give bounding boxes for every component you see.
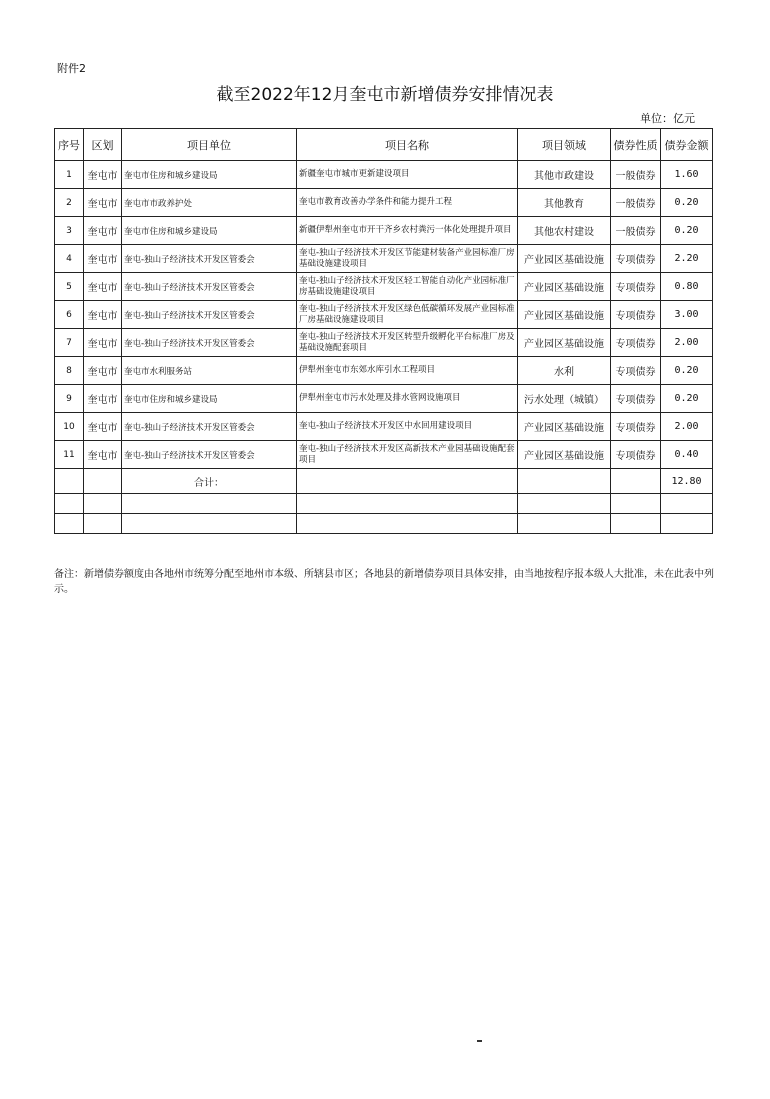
column-header: 序号 bbox=[55, 129, 84, 161]
row-amount: 2.00 bbox=[661, 413, 713, 441]
table-row bbox=[55, 245, 713, 273]
column-header: 区划 bbox=[84, 129, 122, 161]
table-header-row bbox=[55, 129, 713, 161]
row-district: 奎屯市 bbox=[84, 385, 122, 413]
row-project-name: 奎屯-独山子经济技术开发区转型升级孵化平台标准厂房及基础设施配套项目 bbox=[297, 329, 518, 357]
column-header: 项目名称 bbox=[297, 129, 518, 161]
row-district: 奎屯市 bbox=[84, 273, 122, 301]
row-project-name: 新疆奎屯市城市更新建设项目 bbox=[297, 161, 518, 189]
table-row bbox=[55, 301, 713, 329]
row-unit: 奎屯-独山子经济技术开发区管委会 bbox=[122, 301, 297, 329]
row-unit: 奎屯-独山子经济技术开发区管委会 bbox=[122, 245, 297, 273]
bond-table bbox=[54, 128, 713, 534]
column-header: 债券性质 bbox=[611, 129, 661, 161]
row-amount: 0.20 bbox=[661, 189, 713, 217]
row-seq: 2 bbox=[55, 189, 84, 217]
row-nature: 专项债券 bbox=[611, 273, 661, 301]
blank-row bbox=[55, 494, 713, 514]
attachment-label: 附件2 bbox=[57, 62, 86, 75]
row-unit: 奎屯市水利服务站 bbox=[122, 357, 297, 385]
row-nature: 一般债券 bbox=[611, 189, 661, 217]
row-seq: 4 bbox=[55, 245, 84, 273]
row-seq: 7 bbox=[55, 329, 84, 357]
row-nature: 专项债券 bbox=[611, 441, 661, 469]
row-field: 其他市政建设 bbox=[518, 161, 611, 189]
row-unit: 奎屯-独山子经济技术开发区管委会 bbox=[122, 329, 297, 357]
row-project-name: 伊犁州奎屯市东郊水库引水工程项目 bbox=[297, 357, 518, 385]
row-nature: 一般债券 bbox=[611, 217, 661, 245]
table-row bbox=[55, 329, 713, 357]
row-amount: 0.20 bbox=[661, 357, 713, 385]
row-amount: 0.40 bbox=[661, 441, 713, 469]
row-nature: 专项债券 bbox=[611, 357, 661, 385]
row-amount: 2.00 bbox=[661, 329, 713, 357]
footnote: 备注：新增债券额度由各地州市统筹分配至地州市本级、所辖县市区；各地县的新增债券项目具体安排，由当地按程序报本级人大批准，未在此表中列示。 bbox=[54, 569, 714, 595]
row-project-name: 奎屯-独山子经济技术开发区绿色低碳循环发展产业园标准厂房基础设施建设项目 bbox=[297, 301, 518, 329]
row-nature: 专项债券 bbox=[611, 301, 661, 329]
row-nature: 专项债券 bbox=[611, 329, 661, 357]
row-amount: 0.20 bbox=[661, 385, 713, 413]
table-row bbox=[55, 189, 713, 217]
table-row bbox=[55, 413, 713, 441]
row-district: 奎屯市 bbox=[84, 329, 122, 357]
row-district: 奎屯市 bbox=[84, 357, 122, 385]
row-field: 产业园区基础设施 bbox=[518, 273, 611, 301]
table-row bbox=[55, 273, 713, 301]
unit-label: 单位：亿元 bbox=[640, 112, 695, 125]
row-unit: 奎屯市市政养护处 bbox=[122, 189, 297, 217]
row-amount: 2.20 bbox=[661, 245, 713, 273]
row-field: 产业园区基础设施 bbox=[518, 441, 611, 469]
row-nature: 专项债券 bbox=[611, 245, 661, 273]
table-row bbox=[55, 217, 713, 245]
row-district: 奎屯市 bbox=[84, 413, 122, 441]
row-unit: 奎屯市住房和城乡建设局 bbox=[122, 217, 297, 245]
row-project-name: 奎屯-独山子经济技术开发区高新技术产业园基础设施配套项目 bbox=[297, 441, 518, 469]
row-seq: 6 bbox=[55, 301, 84, 329]
row-unit: 奎屯市住房和城乡建设局 bbox=[122, 385, 297, 413]
row-unit: 奎屯-独山子经济技术开发区管委会 bbox=[122, 273, 297, 301]
row-field: 其他教育 bbox=[518, 189, 611, 217]
row-nature: 专项债券 bbox=[611, 385, 661, 413]
row-field: 产业园区基础设施 bbox=[518, 329, 611, 357]
row-unit: 奎屯-独山子经济技术开发区管委会 bbox=[122, 441, 297, 469]
row-district: 奎屯市 bbox=[84, 217, 122, 245]
row-district: 奎屯市 bbox=[84, 441, 122, 469]
row-district: 奎屯市 bbox=[84, 161, 122, 189]
row-seq: 10 bbox=[55, 413, 84, 441]
row-seq: 11 bbox=[55, 441, 84, 469]
row-amount: 3.00 bbox=[661, 301, 713, 329]
row-seq: 8 bbox=[55, 357, 84, 385]
row-district: 奎屯市 bbox=[84, 245, 122, 273]
row-unit: 奎屯市住房和城乡建设局 bbox=[122, 161, 297, 189]
row-seq: 1 bbox=[55, 161, 84, 189]
row-nature: 一般债券 bbox=[611, 161, 661, 189]
row-amount: 0.80 bbox=[661, 273, 713, 301]
table-row bbox=[55, 161, 713, 189]
row-field: 水利 bbox=[518, 357, 611, 385]
column-header: 债券金额 bbox=[661, 129, 713, 161]
row-seq: 5 bbox=[55, 273, 84, 301]
row-field: 污水处理（城镇） bbox=[518, 385, 611, 413]
row-district: 奎屯市 bbox=[84, 189, 122, 217]
page-title: 截至2022年12月奎屯市新增债券安排情况表 bbox=[216, 85, 554, 105]
row-project-name: 新疆伊犁州奎屯市开干齐乡农村粪污一体化处理提升项目 bbox=[297, 217, 518, 245]
row-district: 奎屯市 bbox=[84, 301, 122, 329]
row-project-name: 奎屯-独山子经济技术开发区中水回用建设项目 bbox=[297, 413, 518, 441]
row-seq: 9 bbox=[55, 385, 84, 413]
table-row bbox=[55, 385, 713, 413]
column-header: 项目单位 bbox=[122, 129, 297, 161]
row-amount: 1.60 bbox=[661, 161, 713, 189]
blank-row bbox=[55, 514, 713, 534]
row-field: 产业园区基础设施 bbox=[518, 413, 611, 441]
total-row bbox=[55, 469, 713, 494]
row-project-name: 奎屯-独山子经济技术开发区节能建材装备产业园标准厂房基础设施建设项目 bbox=[297, 245, 518, 273]
row-field: 其他农村建设 bbox=[518, 217, 611, 245]
row-field: 产业园区基础设施 bbox=[518, 245, 611, 273]
row-amount: 0.20 bbox=[661, 217, 713, 245]
table-row bbox=[55, 357, 713, 385]
scan-mark bbox=[477, 1040, 482, 1042]
row-nature: 专项债券 bbox=[611, 413, 661, 441]
row-seq: 3 bbox=[55, 217, 84, 245]
row-field: 产业园区基础设施 bbox=[518, 301, 611, 329]
row-unit: 奎屯-独山子经济技术开发区管委会 bbox=[122, 413, 297, 441]
row-project-name: 伊犁州奎屯市污水处理及排水管网设施项目 bbox=[297, 385, 518, 413]
table-row bbox=[55, 441, 713, 469]
total-amount: 12.80 bbox=[661, 469, 713, 494]
row-project-name: 奎屯-独山子经济技术开发区轻工智能自动化产业园标准厂房基础设施建设项目 bbox=[297, 273, 518, 301]
total-label: 合计： bbox=[122, 469, 297, 494]
column-header: 项目领域 bbox=[518, 129, 611, 161]
row-project-name: 奎屯市教育改善办学条件和能力提升工程 bbox=[297, 189, 518, 217]
